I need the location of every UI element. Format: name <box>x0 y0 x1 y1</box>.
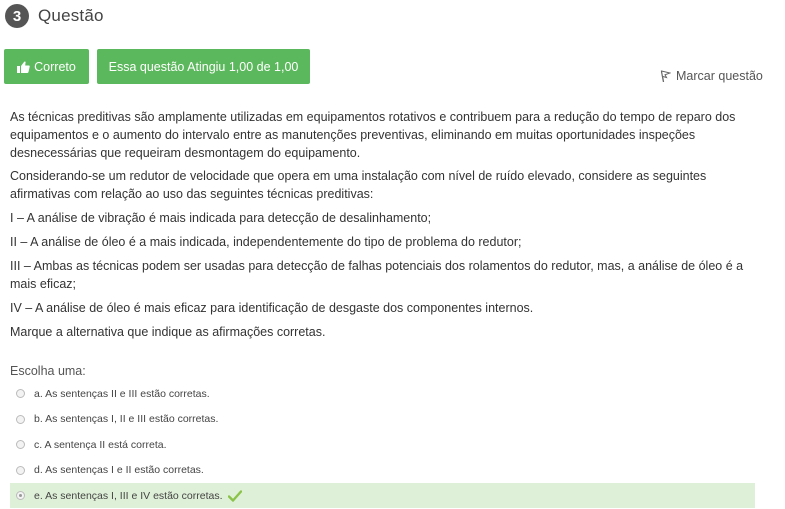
answer-prompt: Escolha uma: <box>10 364 86 378</box>
thumbs-up-icon <box>17 61 30 73</box>
question-title: Questão <box>38 6 104 25</box>
correct-status-label: Correto <box>34 59 76 74</box>
flag-question-label[interactable]: Marcar questão <box>676 69 763 83</box>
question-header <box>5 4 104 28</box>
statement-iv: IV – A análise de óleo é mais eficaz para identificação de desgaste dos componentes internos. <box>10 301 534 315</box>
answer-label[interactable]: b. As sentenças I, II e III estão corretas. <box>34 413 219 425</box>
question-paragraph: Considerando-se um redutor de velocidade que opera em uma instalação com nível de ruído elevado, considere as seguintes afirmativas com relação ao uso das seguintes técnicas preditivas: <box>10 169 707 201</box>
radio-button[interactable] <box>16 389 25 398</box>
flag-question-link[interactable] <box>660 69 763 83</box>
grade-status-button <box>97 49 310 84</box>
radio-button-selected[interactable] <box>16 491 25 500</box>
question-paragraph: As técnicas preditivas são amplamente utilizadas em equipamentos rotativos e contribuem para a redução do tempo de reparo dos equipamentos e o aumento do intervalo entre as manutenções preventivas, eliminando em muitas oportunidades inspeções desnecessárias que requeiram desmontagem do equipamento. <box>10 110 736 160</box>
flag-icon <box>660 70 671 82</box>
question-instruction: Marque a alternativa que indique as afirmações corretas. <box>10 325 326 339</box>
statement-iii: III – Ambas as técnicas podem ser usadas para detecção de falhas potenciais dos rolamentos do redutor, mas, a análise de óleo é a mais eficaz; <box>10 259 744 291</box>
radio-button[interactable] <box>16 466 25 475</box>
answer-option-a[interactable] <box>10 381 755 406</box>
answer-option-d[interactable] <box>10 458 755 483</box>
question-number-badge: 3 <box>5 4 29 28</box>
answer-label[interactable]: c. A sentença II está correta. <box>34 438 167 451</box>
question-text <box>10 108 755 341</box>
answer-label[interactable]: e. As sentenças I, III e IV estão corretas. <box>34 489 223 502</box>
radio-button[interactable] <box>16 415 25 424</box>
check-icon <box>228 490 242 502</box>
answer-label[interactable]: d. As sentenças I e II estão corretas. <box>34 464 204 476</box>
answer-option-b[interactable] <box>10 407 755 432</box>
answer-block <box>10 364 755 509</box>
grade-status-label: Essa questão Atingiu 1,00 de 1,00 <box>108 59 299 74</box>
answer-label[interactable]: a. As sentenças II e III estão corretas. <box>34 387 210 400</box>
correct-status-button <box>4 49 89 84</box>
answer-option-c[interactable] <box>10 432 755 457</box>
radio-button[interactable] <box>16 440 25 449</box>
statement-i: I – A análise de vibração é mais indicada para detecção de desalinhamento; <box>10 211 432 225</box>
statement-ii: II – A análise de óleo é a mais indicada, independentemente do tipo de problema do redutor; <box>10 235 522 249</box>
answer-option-e[interactable] <box>10 483 755 508</box>
